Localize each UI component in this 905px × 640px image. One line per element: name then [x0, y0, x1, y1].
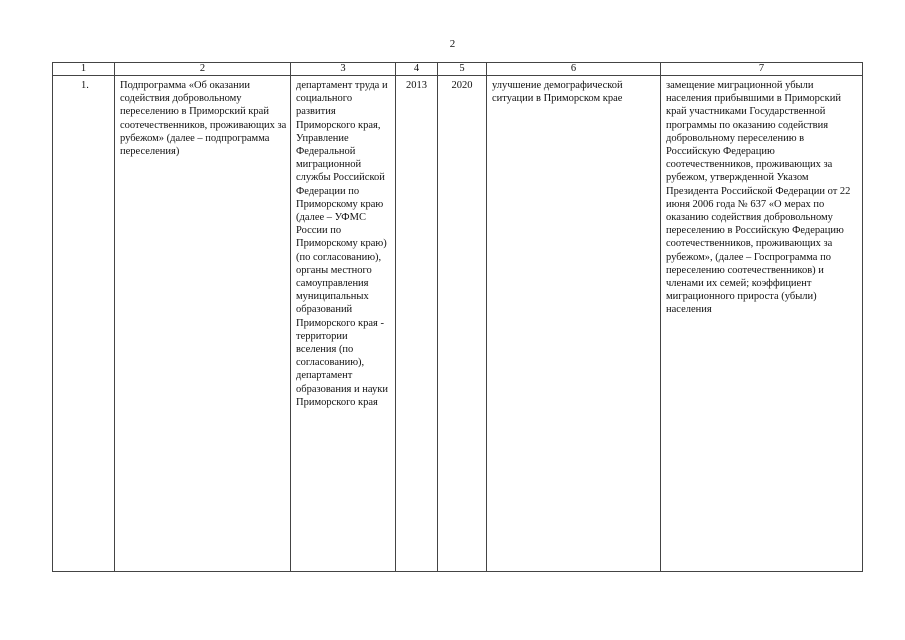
- expected-result-cell: [487, 76, 661, 572]
- end-year: 2020: [451, 80, 473, 91]
- executor-cell: [291, 76, 396, 572]
- end-year-cell: [438, 76, 487, 572]
- row-number: 1.: [81, 80, 89, 91]
- column-header-5: 5: [438, 63, 487, 76]
- column-header-2: 2: [115, 63, 291, 76]
- subprogram-name: Подпрограмма «Об оказании содействия добровольному переселению в Приморский край соотечественников, проживающих за рубежом» (далее – подпрограмма переселения): [120, 80, 287, 158]
- indicator-text: замещение миграционной убыли населения прибывшими в Приморский край участниками Государственной программы по оказанию содействия добровольному переселению в Российскую Федерацию соотечественников, проживающих за рубежом, утвержденной Указом Президента Российской Федерации от 22 июня 2006 года № 637 «О мерах по оказанию содействия добровольному переселению в Российскую Федерацию соотечественников, проживающих за рубежом», (далее – Госпрограмма по переселению соотечественников) и членами их семей; коэффициент миграционного прироста (убыли) населения: [666, 80, 851, 316]
- column-header-4: 4: [396, 63, 438, 76]
- page-number: 2: [449, 38, 456, 50]
- subprogram-name-cell: [115, 76, 291, 572]
- executor-text: департамент труда и социального развития Приморского края, Управление Федеральной миграционной службы Российской Федерации по Приморскому краю (далее – УФМС России по Приморскому краю) (по согласованию), органы местного самоуправления муниципальных образований Приморского края - территории вселения (по согласованию), департамент образования и науки Приморского края: [296, 80, 388, 408]
- row-number-cell: [53, 76, 115, 572]
- table-row: [53, 76, 863, 572]
- start-year-cell: [396, 76, 438, 572]
- program-table: [52, 62, 863, 572]
- column-header-7: 7: [661, 63, 863, 76]
- column-header-1: 1: [53, 63, 115, 76]
- start-year: 2013: [406, 80, 427, 91]
- header-row: [53, 63, 863, 76]
- indicator-cell: [661, 76, 863, 572]
- expected-result: улучшение демографической ситуации в Приморском крае: [492, 80, 623, 105]
- column-header-3: 3: [291, 63, 396, 76]
- column-header-6: 6: [487, 63, 661, 76]
